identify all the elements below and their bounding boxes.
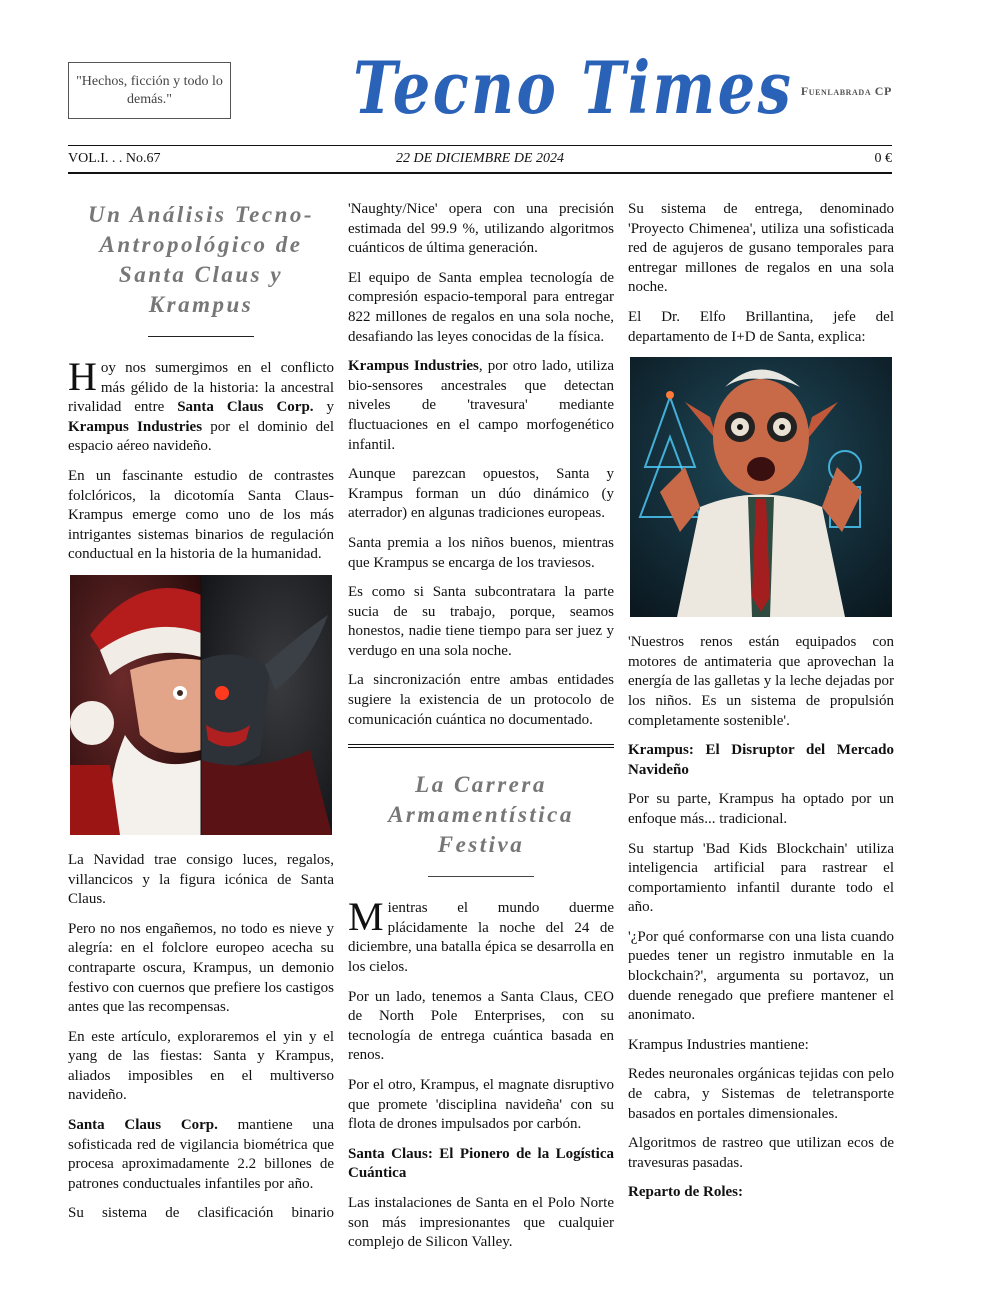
paragraph: El Dr. Elfo Brillantina, jefe del departamento de I+D de Santa, explica: — [628, 308, 894, 345]
bold-santa-corp: Santa Claus Corp. — [68, 1117, 218, 1134]
drop-cap: M — [348, 894, 384, 940]
motto-text: "Hechos, ficción y todo lo demás." — [76, 73, 223, 107]
subheading: Krampus: El Disruptor del Mercado Navideño — [628, 742, 894, 778]
santa-krampus-image — [70, 575, 332, 835]
issue-price: 0 € — [874, 151, 892, 166]
paragraph — [348, 357, 614, 455]
paragraph: En un fascinante estudio de contrastes folclóricos, la dicotomía Santa Claus-Krampus emerge como uno de los más intrigantes sistemas binarios de regulación conductual en la historia de la humanidad. — [68, 467, 334, 563]
paragraph: Redes neuronales orgánicas tejidas con pelo de cabra, y Sistemas de teletransporte basados en portales dimensionales. — [628, 1066, 894, 1122]
paragraph: 'Naughty/Nice' opera con una precisión estimada del 99.9 %, utilizando algoritmos cuánticos de última generación. — [348, 201, 614, 257]
paragraph: Su sistema de clasificación binario — [68, 1205, 334, 1222]
paragraph: Las instalaciones de Santa en el Polo Norte son más impresionantes que cualquier complejo de Silicon Valley. — [348, 1194, 614, 1251]
intro-bold-santa: Santa Claus Corp. — [177, 399, 314, 416]
issue-bar — [68, 151, 892, 171]
paragraph: Krampus Industries mantiene: — [628, 1036, 809, 1053]
drop-cap: H — [68, 354, 97, 399]
headline-rule — [428, 876, 534, 877]
intro-bold-krampus: Krampus Industries — [68, 418, 203, 435]
intro-text: por el dominio del espacio aéreo navideño. — [68, 418, 334, 455]
paragraph: Aunque parezcan opuestos, Santa y Krampus forman un dúo dinámico (y aterrador) en algunas tradiciones europeas. — [348, 466, 614, 522]
paragraph-text: mantiene una sofisticada red de vigilancia biométrica que procesa aproximadamente 2.2 billones de patrones conductuales infantiles por año. — [68, 1117, 334, 1192]
paragraph: Pero no nos engañemos, no todo es nieve y alegría: en el folclore europeo acecha su contraparte oscura, Krampus, un demonio festivo con cuernos que prefiere los castigos antes que las recompensas. — [68, 920, 334, 1016]
column-1 — [68, 200, 334, 1234]
paragraph: Por su parte, Krampus ha optado por un enfoque más... tradicional. — [628, 791, 894, 827]
paragraph: Por el otro, Krampus, el magnate disruptivo que promete 'disciplina navideña' con su flota de drones impulsados por carbón. — [348, 1077, 614, 1133]
intro-text: y — [313, 399, 334, 416]
paragraph: La sincronización entre ambas entidades sugiere la existencia de un protocolo de comunicación cuántica no documentado. — [348, 672, 614, 728]
paragraph: Algoritmos de rastreo que utilizan ecos de travesuras pasadas. — [628, 1135, 894, 1171]
intro-text: oy nos sumergimos en el conflicto más gélido de la historia: la ancestral rivalidad entre — [68, 360, 334, 416]
paragraph: Su startup 'Bad Kids Blockchain' utiliza inteligencia artificial para rastrear el comportamiento infantil durante todo el año. — [628, 840, 894, 916]
paragraph: La Navidad trae consigo luces, regalos, villancicos y la figura icónica de Santa Claus. — [68, 851, 334, 908]
paragraph: En este artículo, exploraremos el yin y el yang de las fiestas: Santa y Krampus, aliados imposibles en el multiverso navideño. — [68, 1028, 334, 1104]
headline-rule — [148, 336, 254, 337]
paragraph: Por un lado, tenemos a Santa Claus, CEO de North Pole Enterprises, con su tecnología de entrega cuántica basada en renos. — [348, 988, 614, 1064]
article-1-intro — [68, 354, 334, 457]
subheading: Reparto de Roles: — [628, 1184, 743, 1201]
volume-number: VOL.I. . . No.67 — [68, 151, 161, 166]
paragraph: 'Nuestros renos están equipados con motores de antimateria que aprovechan la energía de las galletas y la leche dejadas por los niños. Es un sistema de propulsión completamente sostenible'. — [628, 634, 894, 729]
newspaper-title: Tecno Times — [353, 45, 794, 130]
article-separator — [348, 744, 614, 748]
article-2-headline: La Carrera Armamentística Festiva — [388, 772, 574, 858]
paragraph — [68, 1116, 334, 1194]
column-3 — [628, 200, 894, 1213]
motto-box — [68, 62, 231, 119]
article-2-intro — [348, 894, 614, 977]
location-label: Fuenlabrada CP — [800, 84, 892, 98]
elf-scientist-image — [630, 357, 892, 617]
bold-krampus-industries: Krampus Industries — [348, 358, 479, 375]
paragraph: Su sistema de entrega, denominado 'Proyecto Chimenea', utiliza una sofisticada red de agujeros de gusano temporales para entregar millones de regalos en una sola noche. — [628, 201, 894, 296]
paragraph: Es como si Santa subcontratara la parte sucia de su trabajo, porque, seamos honestos, nadie tiene tiempo para ser juez y verdugo en una sola noche. — [348, 584, 614, 659]
paragraph: '¿Por qué conformarse con una lista cuando puedes tener un registro inmutable en la blockchain?', argumenta su portavoz, un duende renegado que prefiere mantener el anonimato. — [628, 928, 894, 1024]
article-1-headline: Un Análisis Tecno-Antropológico de Santa Claus y Krampus — [87, 202, 315, 317]
paragraph: Santa premia a los niños buenos, mientras que Krampus se encarga de los traviesos. — [348, 534, 614, 571]
masthead-top-rule — [68, 145, 892, 146]
subheading: Santa Claus: El Pionero de la Logística Cuántica — [348, 1145, 614, 1182]
paragraph: El equipo de Santa emplea tecnología de compresión espacio-temporal para entregar 822 millones de regalos en una sola noche, desafiando las leyes conocidas de la física. — [348, 269, 614, 345]
column-2 — [348, 200, 614, 1263]
issue-date: 22 DE DICIEMBRE DE 2024 — [396, 151, 564, 166]
masthead-bottom-rule — [68, 172, 892, 174]
intro-text: ientras el mundo duerme plácidamente la noche del 24 de diciembre, una batalla épica se desarrolla en los cielos. — [348, 900, 614, 976]
paragraph-text: , por otro lado, utiliza bio-sensores ancestrales que detectan niveles de 'travesura' mediante fluctuaciones en el campo morfogenético infantil. — [348, 358, 615, 453]
